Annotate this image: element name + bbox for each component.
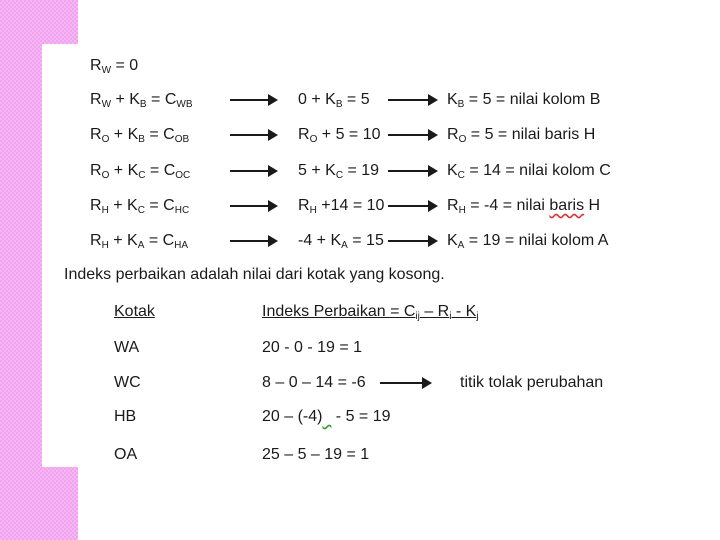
equation-lhs: $R_O + K_B = C_{OB}$	[90, 126, 190, 145]
table-row-kotak: OA	[114, 446, 138, 463]
arrow-right-icon	[230, 200, 280, 212]
table-row-indeks: 8 – 0 – 14 = -6	[262, 374, 366, 391]
intro-text: Indeks perbaikan adalah nilai dari kotak yang kosong.	[64, 266, 445, 283]
equation-lhs: $R_H + K_C = C_{HC}$	[90, 197, 190, 216]
equation-result: $K_C = 14$ = nilai kolom C	[447, 162, 611, 181]
equation-substitution: $-4 + K_A = 15$	[298, 232, 384, 251]
arrow-right-icon	[388, 94, 440, 106]
equation-lhs: $R_O + K_C = C_{OC}$	[90, 162, 191, 181]
equation-substitution: $5 + K_C = 19$	[298, 162, 380, 181]
arrow-right-icon	[380, 377, 432, 389]
equation-result: $R_O = 5$ = nilai baris H	[447, 126, 596, 145]
table-row-indeks: 20 – (-4) - 5 = 19	[262, 408, 391, 425]
arrow-right-icon	[388, 200, 440, 212]
table-row-kotak: WA	[114, 339, 140, 356]
equation-lhs: $R_W + K_B = C_{WB}$	[90, 91, 193, 110]
table-row-kotak: WC	[114, 374, 141, 391]
table-header-kotak: Kotak	[114, 303, 155, 320]
arrow-right-icon	[230, 94, 280, 106]
equation-result: $K_B = 5$ = nilai kolom B	[447, 91, 601, 110]
arrow-right-icon	[388, 165, 440, 177]
equation-substitution: $R_O + 5 = 10$	[298, 126, 381, 145]
equation-result: $K_A = 19$ = nilai kolom A	[447, 232, 609, 251]
equation-lhs: $R_W = 0$	[90, 57, 139, 76]
equation-substitution: $R_H +14 = 10$	[298, 197, 385, 216]
arrow-right-icon	[388, 129, 440, 141]
arrow-right-icon	[230, 235, 280, 247]
table-row-indeks: 25 – 5 – 19 = 1	[262, 446, 370, 463]
table-header-indeks: Indeks Perbaikan = $C_{ij} - R_i - K_j$	[262, 303, 479, 322]
equation-lhs: $R_H + K_A = C_{HA}$	[90, 232, 189, 251]
equation-result: $R_H = -4$ = nilai baris H	[447, 197, 601, 216]
table-row-kotak: HB	[114, 408, 137, 425]
arrow-right-icon	[230, 129, 280, 141]
equation-substitution: $0 + K_B = 5$	[298, 91, 370, 110]
arrow-right-icon	[388, 235, 440, 247]
table-row-indeks: 20 - 0 - 19 = 1	[262, 339, 363, 356]
arrow-right-icon	[230, 165, 280, 177]
table-row-note: titik tolak perubahan	[460, 374, 604, 391]
